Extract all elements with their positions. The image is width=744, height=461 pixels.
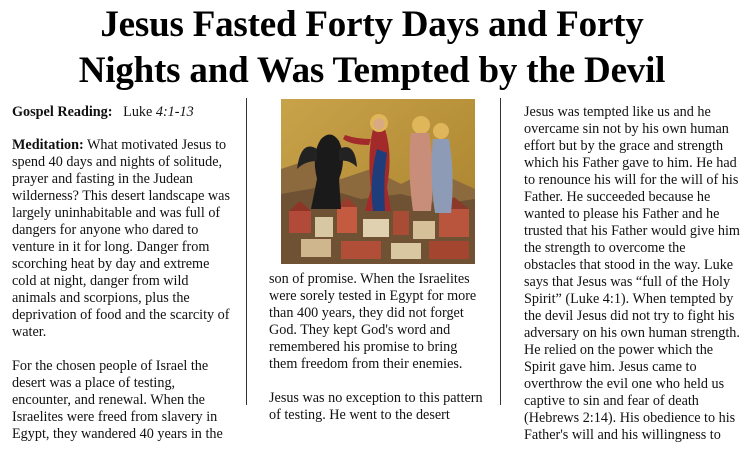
temptation-painting xyxy=(281,99,475,264)
meditation-text: What motivated Jesus to spend 40 days and nights of solitude, prayer and fasting in the Judean wilderness? This desert landscape was largely uninhabitable and was full of dangers for anyone who dared to venture in it for long. Danger from scorching heat by day and extreme cold at night, danger from wild animals and scorpions, plus the deprivation of food and the scarcity of water. xyxy=(12,137,231,340)
meditation-paragraph xyxy=(12,137,234,341)
column-3 xyxy=(524,104,740,461)
gospel-book: Luke xyxy=(123,104,153,120)
gospel-reading-label: Gospel Reading: xyxy=(12,104,113,120)
column-2 xyxy=(269,271,483,441)
meditation-label: Meditation: xyxy=(12,137,84,153)
title-line-1: Jesus Fasted Forty Days and Forty xyxy=(100,4,644,45)
col1-paragraph-2: For the chosen people of Israel the desert was a place of testing, encounter, and renewal. When the Israelites were freed from slavery in Egypt, they wandered 40 years in the xyxy=(12,358,223,442)
gospel-reference: 4:1-13 xyxy=(155,104,194,120)
gospel-reading-line xyxy=(12,104,234,121)
col2-paragraph-2: Jesus was no exception to this pattern of testing. He went to the desert xyxy=(269,390,483,423)
painting-image xyxy=(281,99,475,264)
column-divider-left xyxy=(246,98,247,405)
title-line-2: Nights and Was Tempted by the Devil xyxy=(78,50,666,91)
col2-paragraph-1: son of promise. When the Israelites were sorely tested in Egypt for more than 400 years, they did not forget God. They kept God's word and remembered his promise to bring them freedom from their enemies. xyxy=(269,271,477,372)
column-divider-right xyxy=(500,98,501,405)
column-1 xyxy=(12,104,234,460)
col3-paragraph-1: Jesus was tempted like us and he overcame sin not by his own human effort but by the grace and strength which his Father gave to him. He had to renounce his will for the will of his Father. He succeeded because he wanted to please his Father and he trusted that his Father would give him the strength to overcome the obstacles that stood in the way. Luke says that Jesus was “full of the Holy Spirit” (Luke 4:1). When tempted by the devil Jesus did not try to fight his adversary on his own human strength. He relied on the power which the Spirit gave him. Jesus came to overthrow the evil one who held us captive to sin and fear of death (Hebrews 2:14). His obedience to his Father's will and his willingness to xyxy=(524,104,740,443)
page-title xyxy=(0,2,744,94)
